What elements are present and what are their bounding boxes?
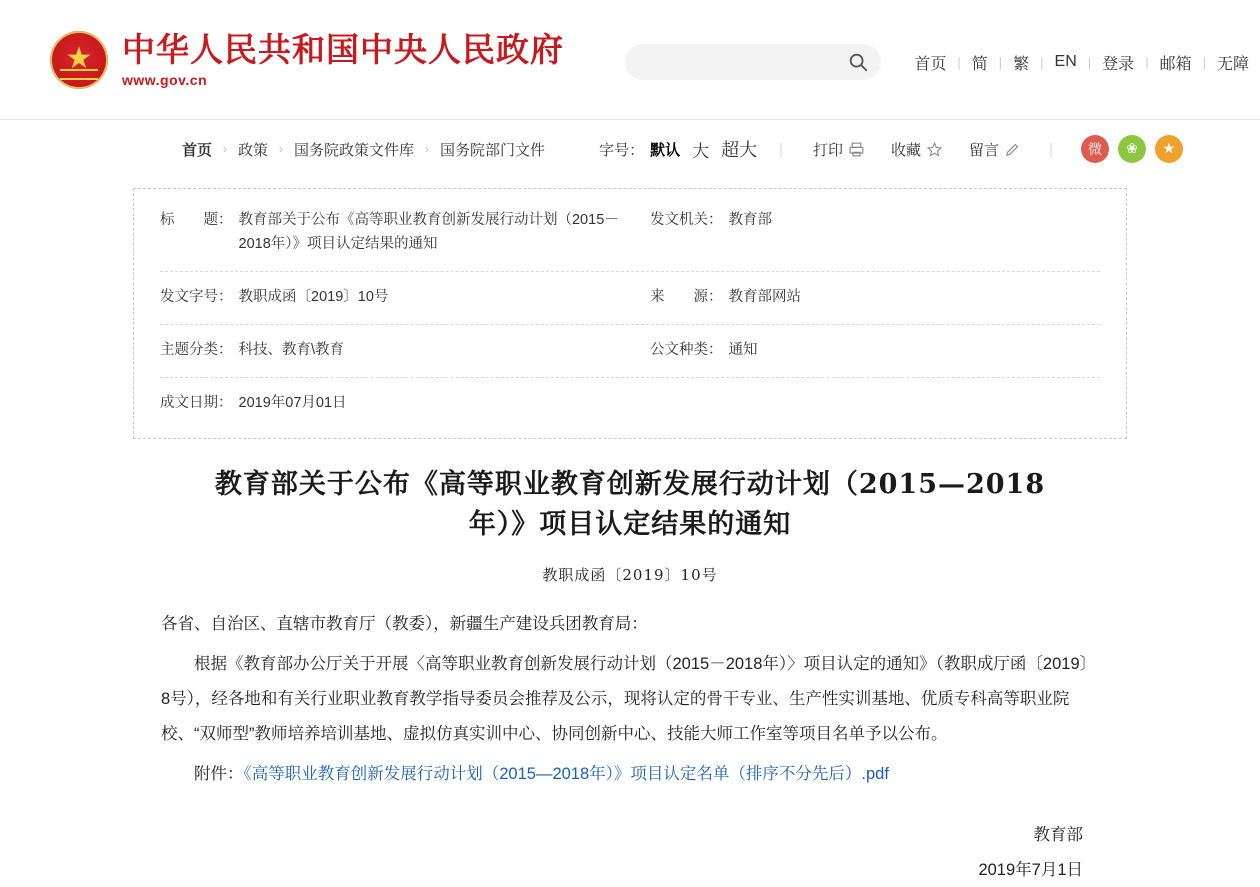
meta-cell-docnumber xyxy=(160,286,650,310)
top-link-traditional[interactable]: 繁 xyxy=(1013,55,1030,73)
fontsize-label: 字号： xyxy=(599,141,645,159)
meta-key-title: 标 题： xyxy=(160,212,233,228)
meta-cell-doctype xyxy=(650,339,1100,363)
print-button[interactable] xyxy=(799,139,877,160)
meta-cell-issuer xyxy=(650,209,1100,257)
breadcrumb-item-home[interactable]: 首页 xyxy=(182,141,213,159)
search-input[interactable] xyxy=(641,53,847,71)
breadcrumb-separator: › xyxy=(425,142,430,156)
breadcrumb-item-policy[interactable]: 政策 xyxy=(238,141,269,159)
search-icon[interactable] xyxy=(847,51,869,73)
printer-icon xyxy=(848,141,865,158)
breadcrumb-item-policy-library[interactable]: 国务院政策文件库 xyxy=(294,141,415,159)
meta-key-category: 主题分类： xyxy=(160,341,233,358)
site-header xyxy=(0,0,1260,120)
share-icons xyxy=(1081,135,1183,163)
site-url: www.gov.cn xyxy=(122,72,208,89)
meta-value-category: 科技、教育\教育 xyxy=(238,341,345,358)
fontsize-large-button[interactable]: 大 xyxy=(692,141,710,161)
wechat-share-icon[interactable]: ❀ xyxy=(1118,135,1146,163)
comment-button[interactable] xyxy=(955,139,1033,160)
meta-row xyxy=(160,325,1100,378)
top-links xyxy=(903,51,1260,74)
article-body xyxy=(133,607,1127,792)
signer-name: 教育部 xyxy=(1033,825,1083,844)
meta-cell-source xyxy=(650,286,1100,310)
meta-key-date: 成文日期： xyxy=(160,394,233,411)
meta-row xyxy=(160,195,1100,272)
document-meta-table xyxy=(133,188,1127,439)
meta-value-source: 教育部网站 xyxy=(728,288,801,305)
fontsize-xlarge-button[interactable]: 超大 xyxy=(721,140,758,160)
link-separator: | xyxy=(957,54,961,70)
star-icon xyxy=(926,141,943,158)
meta-cell-title xyxy=(160,209,650,257)
article-signature xyxy=(133,818,1127,887)
article-salutation: 各省、自治区、直辖市教育厅（教委），新疆生产建设兵团教育局： xyxy=(161,614,648,633)
top-link-login[interactable]: 登录 xyxy=(1102,55,1135,73)
meta-key-doctype: 公文种类： xyxy=(650,341,723,358)
article-paragraph: 根据《教育部办公厅关于开展〈高等职业教育创新发展行动计划（2015－2018年）〉项目认定的通知》（教职成厅函〔2019〕8号），经各地和有关行业职业教育教学指导委员会推荐及公示，现将认定的骨干专业、生产性实训基地、优质专科高等职业院校、“双师型”教师培养培训基地、虚拟仿真实训中心、协同创新中心、技能大师工作室等项目名单予以公布。 xyxy=(161,655,1097,743)
meta-cell-empty xyxy=(650,392,1100,416)
meta-value-doctype: 通知 xyxy=(728,341,758,358)
meta-cell-date xyxy=(160,392,650,416)
meta-key-docnumber: 发文字号： xyxy=(160,288,233,305)
meta-row xyxy=(160,378,1100,430)
link-separator: | xyxy=(998,54,1003,70)
meta-value-docnumber: 教职成函〔2019〕10号 xyxy=(238,288,389,305)
top-link-english[interactable]: EN xyxy=(1054,53,1077,70)
breadcrumb-separator: › xyxy=(223,142,228,156)
sign-date: 2019年7月1日 xyxy=(978,860,1083,879)
meta-key-issuer: 发文机关： xyxy=(650,212,723,228)
attachment-line xyxy=(161,757,1099,792)
site-wordmark xyxy=(122,31,564,89)
meta-row xyxy=(160,272,1100,325)
header-right xyxy=(625,44,1260,80)
article-tools xyxy=(599,135,1183,163)
tools-divider: | xyxy=(779,140,783,158)
top-link-accessibility[interactable]: 无障 xyxy=(1216,55,1249,73)
site-name: 中华人民共和国中央人民政府 xyxy=(122,29,564,69)
meta-cell-category xyxy=(160,339,650,363)
meta-key-source: 来 源： xyxy=(650,288,723,305)
top-link-simplified[interactable]: 简 xyxy=(971,55,988,73)
meta-value-title: 教育部关于公布《高等职业教育创新发展行动计划（2015－2018年）》项目认定结果的通知 xyxy=(238,212,619,252)
breadcrumb-bar xyxy=(0,120,1260,178)
weibo-share-icon[interactable]: 微 xyxy=(1081,135,1109,163)
link-separator: | xyxy=(1087,54,1092,70)
document-number: 教职成函〔2019〕10号 xyxy=(542,565,718,584)
print-label: 打印 xyxy=(813,141,844,159)
pencil-icon xyxy=(1004,141,1021,158)
top-link-mail[interactable]: 邮箱 xyxy=(1159,55,1192,73)
top-link-home[interactable]: 首页 xyxy=(914,55,947,73)
favorite-label: 收藏 xyxy=(891,141,922,159)
breadcrumb-separator: › xyxy=(279,142,284,156)
tools-divider: | xyxy=(1049,140,1053,158)
article xyxy=(133,465,1127,887)
national-emblem-icon xyxy=(50,31,108,89)
comment-label: 留言 xyxy=(969,141,1000,159)
meta-value-issuer: 教育部 xyxy=(728,212,772,228)
link-separator: | xyxy=(1145,54,1149,70)
page-title: 教育部关于公布《高等职业教育创新发展行动计划（2015—2018年）》项目认定结果的通知 xyxy=(214,468,1046,541)
search-box[interactable] xyxy=(625,44,881,80)
link-separator: | xyxy=(1040,54,1044,70)
link-separator: | xyxy=(1202,54,1206,70)
breadcrumb-item-department-docs[interactable]: 国务院部门文件 xyxy=(440,141,546,159)
attachment-prefix: 附件： xyxy=(194,765,244,784)
site-logo[interactable] xyxy=(50,31,564,89)
favorite-share-icon[interactable]: ★ xyxy=(1155,135,1183,163)
attachment-link[interactable]: 《高等职业教育创新发展行动计划（2015―2018年）》项目认定名单（排序不分先后）.pdf xyxy=(243,765,889,784)
meta-value-date: 2019年07月01日 xyxy=(238,394,347,411)
favorite-button[interactable] xyxy=(877,139,955,160)
fontsize-default-button[interactable]: 默认 xyxy=(650,141,681,159)
